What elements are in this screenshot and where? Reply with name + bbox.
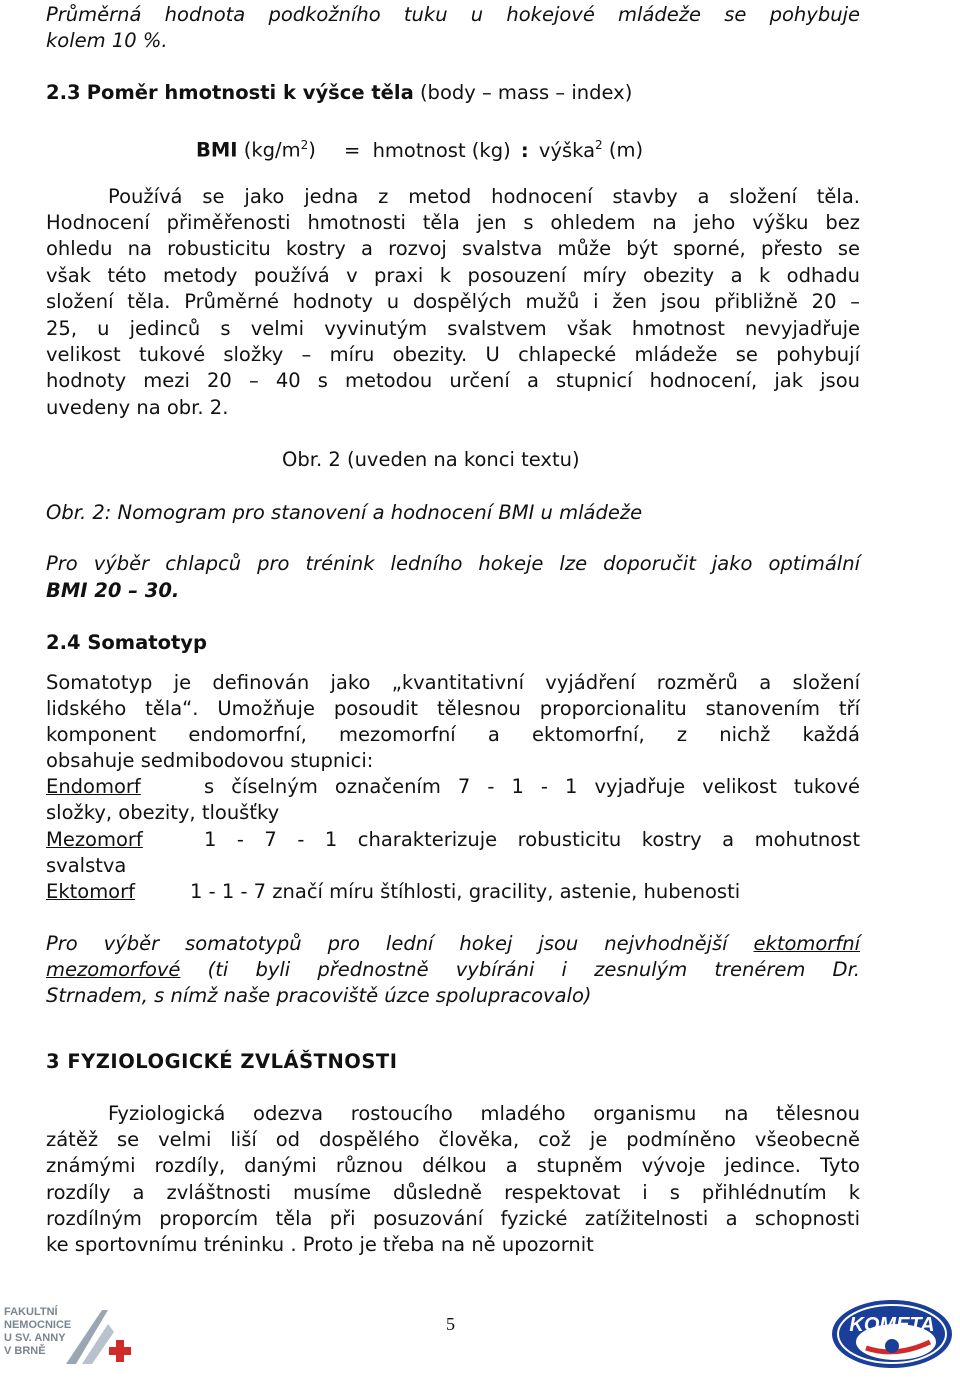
somatotyp-recommendation-3: Strnadem, s nímž naše pracoviště úzce spolupracovalo) <box>46 984 592 1007</box>
formula-height: výška <box>538 138 596 162</box>
hospital-logo-line: V BRNĚ <box>4 1345 46 1357</box>
para-line: Hodnocení přiměřenosti hmotnosti těla jen s ohledem na jeho výšku bez <box>46 211 860 234</box>
section-2-3-heading <box>46 80 632 107</box>
somatotyp-recommendation-2 <box>46 957 860 984</box>
formula-left-unit: (kg/m <box>243 138 301 162</box>
para-line: velikost tukové složky – míru obezity. U chlapecké mládeže se pohybují <box>46 343 860 366</box>
section-3-heading: 3 FYZIOLOGICKÉ ZVLÁŠTNOSTI <box>46 1050 398 1073</box>
formula-weight: hmotnost (kg) <box>372 138 511 162</box>
recommendation-bmi: BMI 20 – 30. <box>46 579 180 602</box>
recommendation-text: Pro výběr somatotypů pro lední hokej jsou nejvhodnější <box>46 932 728 955</box>
intro-line-2: kolem 10 %. <box>46 29 168 52</box>
section-2-4-heading: 2.4 Somatotyp <box>46 631 207 654</box>
ektomorf-term <box>46 879 135 906</box>
kometa-logo <box>826 1296 956 1372</box>
figure-caption: Obr. 2: Nomogram pro stanovení a hodnocení BMI u mládeže <box>46 501 643 524</box>
page-number: 5 <box>446 1314 455 1334</box>
fyz-first-line: Fyziologická odezva rostoucího mladého organismu na tělesnou <box>108 1102 860 1125</box>
para-line: hodnoty mezi 20 – 40 s metodou určení a stupnicí hodnocení, jak jsou <box>46 369 860 392</box>
somatotyp-recommendation-1 <box>46 931 860 958</box>
formula-height-unit: (m) <box>608 138 644 162</box>
para-line: 25, u jedinců s velmi vyvinutým svalstvem však hmotnost nevyjadřuje <box>46 317 860 340</box>
recommendation-line: Pro výběr chlapců pro trénink ledního hokeje lze doporučit jako optimální <box>46 552 860 575</box>
mezomorfove-underlined: mezomorfové <box>46 958 181 981</box>
ektomorf-desc: 1 - 1 - 7 značí míru štíhlosti, gracility, astenie, hubenosti <box>190 880 741 903</box>
hospital-logo-line: FAKULTNÍ <box>4 1306 58 1318</box>
recommendation-text: (ti byli přednostně vybíráni i zesnulým trenérem Dr. <box>207 958 860 981</box>
figure-reference: Obr. 2 (uveden na konci textu) <box>282 448 580 471</box>
somatotyp-last-line: obsahuje sedmibodovou stupnici: <box>46 749 374 772</box>
mezomorf-desc: 1 - 7 - 1 charakterizuje robusticitu kostry a mohutnost <box>204 828 860 851</box>
formula-colon: : <box>520 138 529 162</box>
somatotyp-line: lidského těla“. Umožňuje posoudit tělesnou proporcionalitu stanovením tří <box>46 697 860 720</box>
para-line: složení těla. Průměrné hodnoty u dospělých mužů i žen jsou přibližně 20 – <box>46 290 860 313</box>
fyz-line: rozdílným proporcím těla při posuzování fyzické zatížitelnosti a schopnosti <box>46 1207 860 1230</box>
hospital-logo <box>4 1304 154 1368</box>
section-number: 2.3 <box>46 81 81 104</box>
formula-sup-1: 2 <box>300 138 309 152</box>
fyz-last-line: ke sportovnímu tréninku . Proto je třeba na ně upozornit <box>46 1233 594 1256</box>
somatotyp-line: komponent endomorfní, mezomorfní a ektomorfní, z nichž každá <box>46 723 860 746</box>
para-line: ohledu na robusticitu kostry a rozvoj svalstva může být sporné, přesto se <box>46 237 860 260</box>
mezomorf-desc-2: svalstva <box>46 854 127 877</box>
endomorf-desc: s číselným označením 7 - 1 - 1 vyjadřuje velikost tukové <box>204 775 860 798</box>
bmi-formula <box>196 132 643 164</box>
fyz-line: zátěž se velmi liší od dospělého člověka, což je podmíněno všeobecně <box>46 1128 860 1151</box>
kometa-logo-text: KOMETA <box>849 1314 935 1336</box>
ektomorf-label: Ektomorf <box>46 880 135 903</box>
para-line: však této metody používá v praxi k posouzení míry obezity a k odhadu <box>46 264 860 287</box>
ektomorfni-underlined: ektomorfní <box>753 932 860 955</box>
formula-bmi: BMI <box>196 138 238 162</box>
para-last-line: uvedeny na obr. 2. <box>46 396 229 419</box>
hospital-logo-line: NEMOCNICE <box>4 1319 72 1331</box>
endomorf-term <box>46 774 160 801</box>
somatotyp-line: Somatotyp je definován jako „kvantitativní vyjádření rozměrů a složení <box>46 671 860 694</box>
intro-line-1: Průměrná hodnota podkožního tuku u hokejové mládeže se pohybuje <box>46 3 860 26</box>
mezomorf-term <box>46 827 143 854</box>
fyz-line: rozdíly a zvláštnosti musíme důsledně respektovat i s přihlédnutím k <box>46 1181 860 1204</box>
mezomorf-label: Mezomorf <box>46 828 143 851</box>
formula-left-close: ) <box>308 138 316 162</box>
formula-sup-2: 2 <box>595 138 603 152</box>
para-first-line: Používá se jako jedna z metod hodnocení stavby a složení těla. <box>108 185 860 208</box>
endomorf-label: Endomorf <box>46 775 141 798</box>
hospital-logo-line: U SV. ANNY <box>4 1332 66 1344</box>
formula-equals: = <box>344 138 361 162</box>
endomorf-desc-2: složky, obezity, tloušťky <box>46 801 280 824</box>
fyz-line: známými rozdíly, danými různou délkou a stupněm vývoje jedince. Tyto <box>46 1154 860 1177</box>
section-title-rest: (body – mass – index) <box>419 81 633 104</box>
section-title: Poměr hmotnosti k výšce těla <box>86 81 414 104</box>
